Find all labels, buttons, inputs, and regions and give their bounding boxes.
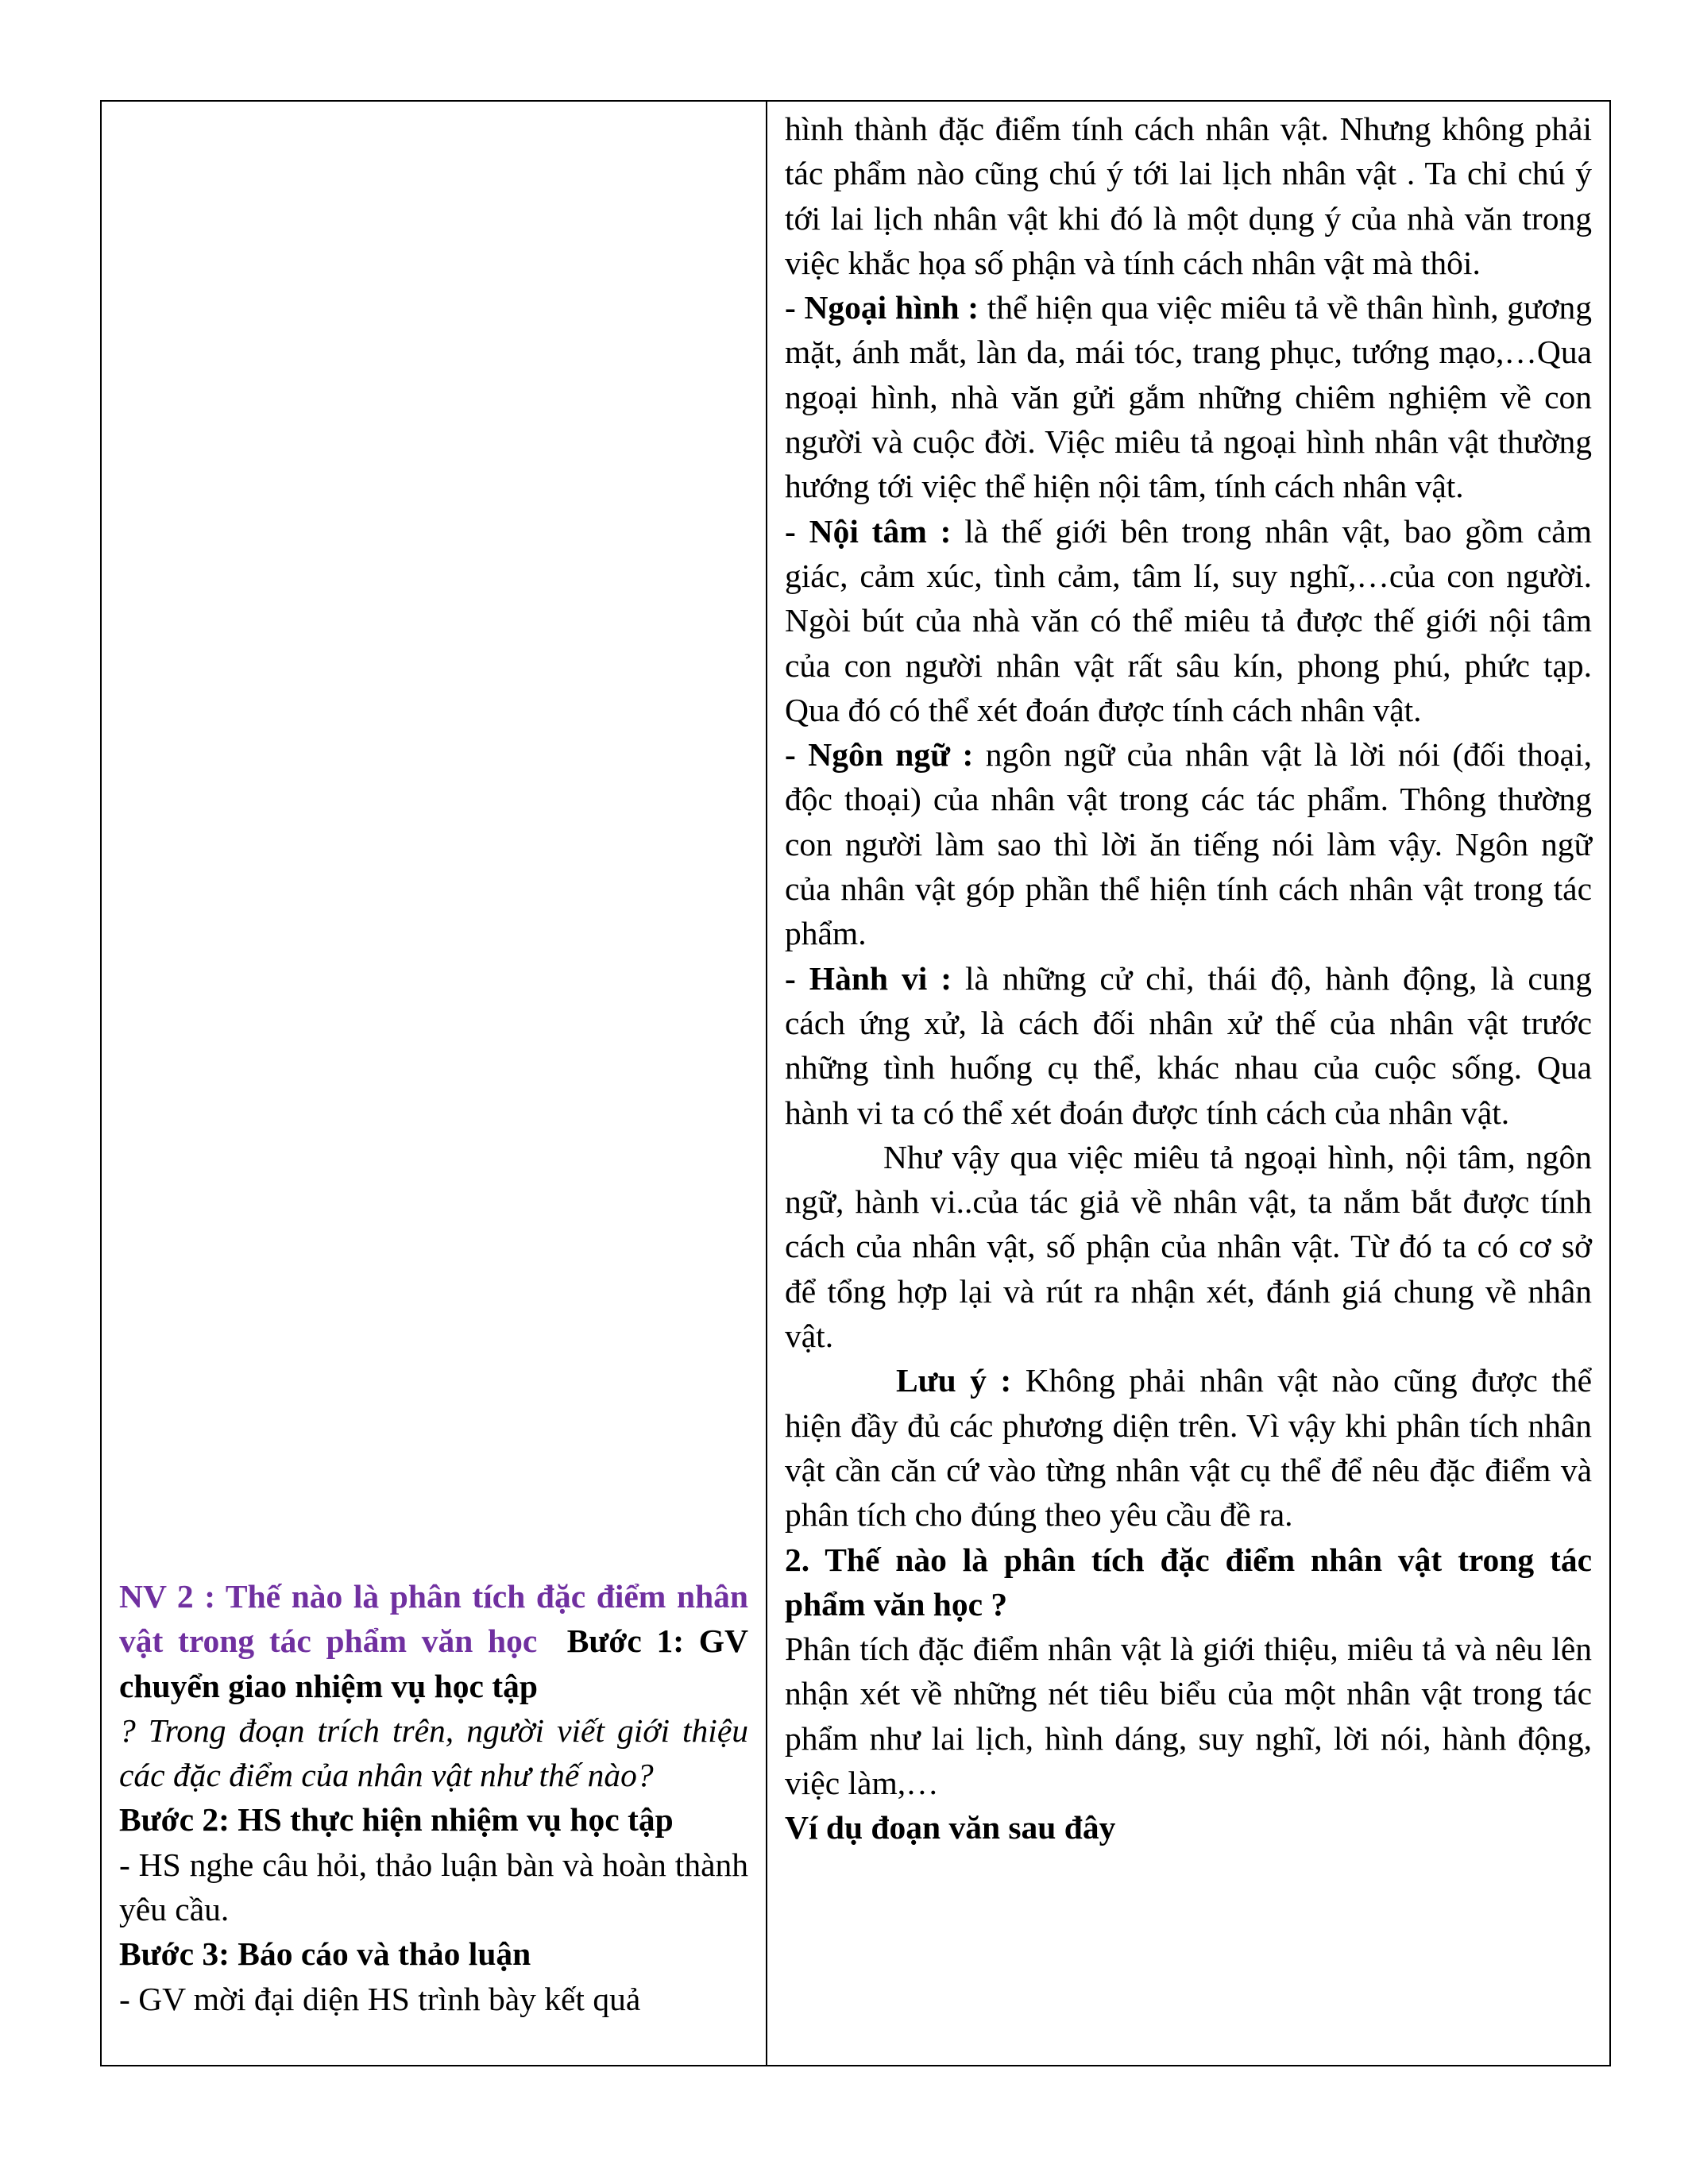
section-2-heading: [785, 1538, 1592, 1627]
appearance-paragraph: [785, 285, 1592, 508]
step-2-heading-text: Bước 2: HS thực hiện nhiệm vụ học tập: [119, 1801, 674, 1839]
inner-text: là thế giới bên trong nhân vật, bao gồm cảm giác, cảm xúc, tình cảm, tâm lí, suy nghĩ,…của con người. Ngòi bút của nhà văn có thể miêu tả được thế giới nội tâm của con người nhân vật rất sâu kín, phong phú, phức tạp. Qua đó có thể xét đoán được tính cách nhân vật.: [785, 512, 1592, 728]
inner-paragraph: [785, 509, 1592, 732]
intro-paragraph: hình thành đặc điểm tính cách nhân vật. Nhưng không phải tác phẩm nào cũng chú ý tới lai lịch nhân vật . Ta chỉ chú ý tới lai lịch nhân vật khi đó là một dụng ý của nhà văn trong việc khắc họa số phận và tính cách nhân vật mà thôi.: [785, 110, 1592, 281]
example-heading-text: Ví dụ đoạn văn sau đây: [785, 1809, 1116, 1846]
language-paragraph: [785, 732, 1592, 955]
step-1-question: [119, 1708, 748, 1798]
step-2-heading: [119, 1797, 748, 1842]
step-3-heading: [119, 1931, 748, 1976]
section-2-heading-text: 2. Thế nào là phân tích đặc điểm nhân vật trong tác phẩm văn học ?: [785, 1541, 1592, 1623]
activity-block: [119, 1574, 748, 2021]
behavior-paragraph: [785, 956, 1592, 1135]
behavior-label: - Hành vi :: [785, 959, 952, 997]
language-label: - Ngôn ngữ :: [785, 736, 974, 774]
step-2-text: - HS nghe câu hỏi, thảo luận bàn và hoàn thành yêu cầu.: [119, 1846, 748, 1928]
note-label: Lưu ý :: [896, 1362, 1012, 1399]
example-heading: [785, 1805, 1592, 1850]
step-1-heading: Bước 1: GV chuyển giao nhiệm vụ học tập: [119, 1623, 748, 1704]
appearance-label: - Ngoại hình :: [785, 289, 979, 326]
inner-label: - Nội tâm :: [785, 512, 952, 550]
step-3-text: - GV mời đại diện HS trình bày kết quả: [119, 1980, 641, 2017]
task-title-text: NV 2 : Thế nào là phân tích đặc điểm nhân vật trong tác phẩm văn học: [119, 1578, 748, 1660]
lesson-table: [100, 100, 1611, 2066]
definition-paragraph: Phân tích đặc điểm nhân vật là giới thiệu, miêu tả và nêu lên nhận xét về những nét tiêu biểu của một nhân vật trong tác phẩm như lai lịch, hình dáng, suy nghĩ, lời nói, hành động, việc làm,…: [785, 1630, 1592, 1801]
note-paragraph: [785, 1358, 1592, 1537]
content-column: [767, 101, 1610, 2066]
question-text: ? Trong đoạn trích trên, người viết giới thiệu các đặc điểm của nhân vật như thế nào?: [119, 1711, 748, 1794]
language-text: ngôn ngữ của nhân vật là lời nói (đối thoại, độc thoại) của nhân vật trong các tác phẩm. Thông thường con người làm sao thì lời ăn tiếng nói làm vậy. Ngôn ngữ của nhân vật góp phần thể hiện tính cách nhân vật trong tác phẩm.: [785, 736, 1592, 952]
appearance-text: thể hiện qua việc miêu tả về thân hình, gương mặt, ánh mắt, làn da, mái tóc, trang phục, tướng mạo,…Qua ngoại hình, nhà văn gửi gắm những chiêm nghiệm về con người và cuộc đời. Việc miêu tả ngoại hình nhân vật thường hướng tới việc thể hiện nội tâm, tính cách nhân vật.: [785, 289, 1592, 505]
activity-column: [101, 101, 767, 2066]
summary-paragraph: Như vậy qua việc miêu tả ngoại hình, nội tâm, ngôn ngữ, hành vi..của tác giả về nhân vật, ta nắm bắt được tính cách của nhân vật, số phận của nhân vật. Từ đó ta có cơ sở để tổng hợp lại và rút ra nhận xét, đánh giá chung về nhân vật.: [785, 1138, 1592, 1355]
note-text: Không phải nhân vật nào cũng được thể hiện đầy đủ các phương diện trên. Vì vậy khi phân tích nhân vật cần căn cứ vào từng nhân vật cụ thể để nêu đặc điểm và phân tích cho đúng theo yêu cầu đề ra.: [785, 1362, 1592, 1534]
step-3-heading-text: Bước 3: Báo cáo và thảo luận: [119, 1935, 531, 1973]
behavior-text: là những cử chỉ, thái độ, hành động, là cung cách ứng xử, là cách đối nhân xử thế của nhân vật trước những tình huống cụ thể, khác nhau của cuộc sống. Qua hành vi ta có thể xét đoán được tính cách của nhân vật.: [785, 959, 1592, 1131]
table-row: [101, 101, 1610, 2066]
task-title: [119, 1574, 748, 1708]
